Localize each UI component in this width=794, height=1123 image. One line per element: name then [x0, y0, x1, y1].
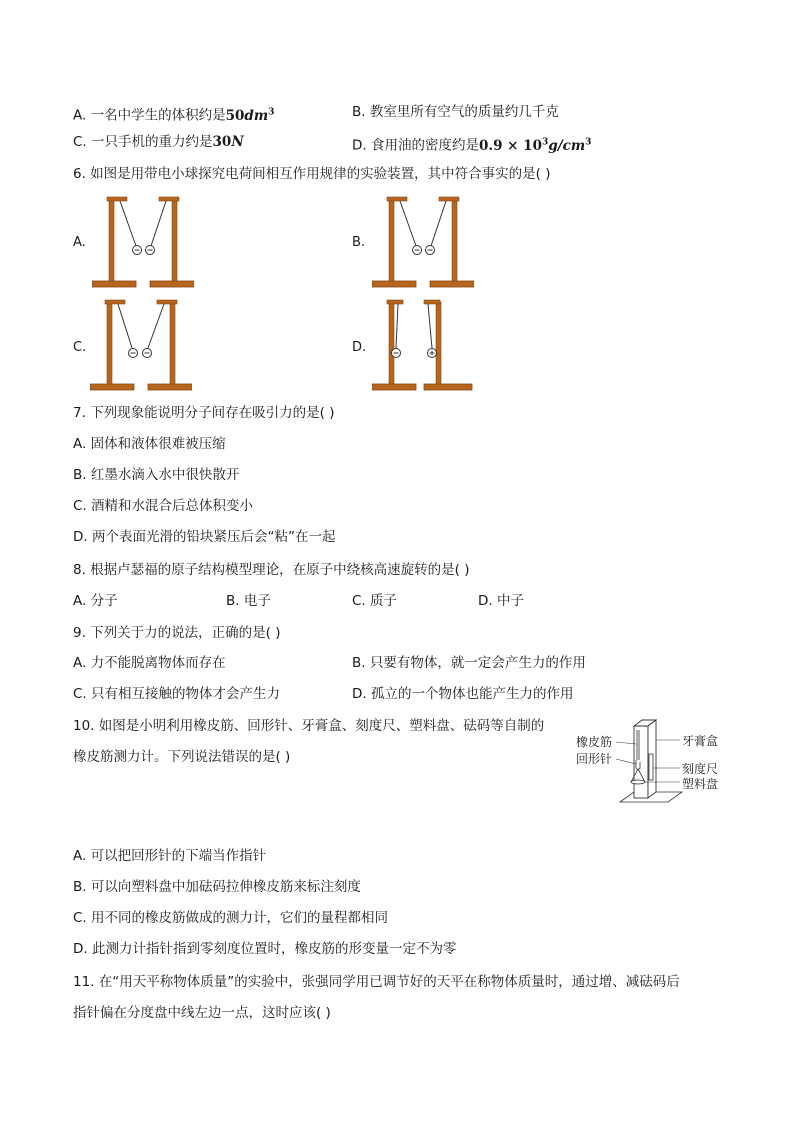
q11-stem-line2: 指针偏在分度盘中线左边一点，这时应该( ): [73, 1005, 331, 1021]
q10-option-a: A. 可以把回形针的下端当作指针: [73, 848, 267, 864]
q5-option-b: B. 教室里所有空气的质量约几千克: [352, 104, 559, 120]
q6-option-d-label: D.: [352, 340, 367, 355]
q10-option-d: D. 此测力计指针指到零刻度位置时，橡皮筋的形变量一定不为零: [73, 941, 457, 957]
q10-stem-line1: 10. 如图是小明利用橡皮筋、回形针、牙膏盒、刻度尺、塑料盘、砝码等自制的: [73, 718, 545, 734]
q7-stem: 7. 下列现象能说明分子间存在吸引力的是( ): [73, 405, 335, 421]
q11-stem-line1: 11. 在“用天平称物体质量”的实验中，张强同学用已调节好的天平在称物体质量时，通过增、减砝码后: [73, 974, 680, 990]
q6-figure-c: [90, 298, 192, 394]
q10-stem-line2: 橡皮筋测力计。下列说法错误的是( ): [73, 749, 291, 765]
q8-stem: 8. 根据卢瑟福的原子结构模型理论，在原子中绕核高速旋转的是( ): [73, 562, 470, 578]
q8-option-c: C. 质子: [352, 593, 398, 609]
q7-option-b: B. 红墨水滴入水中很快散开: [73, 467, 240, 483]
q7-option-c: C. 酒精和水混合后总体积变小: [73, 498, 254, 514]
q5-option-c: [73, 133, 244, 151]
q10-option-c: C. 用不同的橡皮筋做成的测力计，它们的量程都相同: [73, 910, 389, 926]
q8-option-d: D. 中子: [478, 593, 524, 609]
q10-figure: [576, 716, 726, 808]
q5-option-d-value: $0.9 \times 10^3g/cm^3$: [478, 137, 592, 154]
q9-option-c: C. 只有相互接触的物体才会产生力: [73, 686, 281, 702]
q10-label-plastic-tray: 塑料盘: [682, 777, 719, 791]
q8-option-b: B. 电子: [226, 593, 271, 609]
q5-option-a-value: $50dm^3$: [225, 107, 275, 124]
q10-option-b: B. 可以向塑料盘中加砝码拉伸橡皮筋来标注刻度: [73, 879, 361, 895]
q9-option-d: D. 孤立的一个物体也能产生力的作用: [352, 686, 574, 702]
q9-option-b: B. 只要有物体，就一定会产生力的作用: [352, 655, 586, 671]
q10-label-paper-clip: 回形针: [576, 752, 613, 766]
q10-label-ruler: 刻度尺: [682, 762, 719, 776]
q9-option-a: A. 力不能脱离物体而存在: [73, 655, 226, 671]
q10-label-rubber-band: 橡皮筋: [576, 735, 613, 749]
q7-option-a: A. 固体和液体很难被压缩: [73, 436, 226, 452]
q7-option-d: D. 两个表面光滑的铅块紧压后会“粘”在一起: [73, 529, 336, 545]
q5-option-a: [73, 103, 274, 125]
q6-option-a-label: A.: [73, 235, 86, 250]
q5-option-c-text: C. 一只手机的重力约是: [73, 134, 213, 150]
q6-figure-a: [92, 195, 194, 291]
q6-stem: 6. 如图是用带电小球探究电荷间相互作用规律的实验装置，其中符合事实的是( ): [73, 166, 551, 182]
q5-option-d-text: D. 食用油的密度约是: [352, 137, 479, 154]
q5-option-c-value: 30N: [212, 134, 244, 150]
q5-option-a-text: A. 一名中学生的体积约是: [73, 107, 226, 124]
q10-label-toothpaste-box: 牙膏盒: [682, 734, 719, 748]
q8-option-a: A. 分子: [73, 593, 118, 609]
q9-stem: 9. 下列关于力的说法，正确的是( ): [73, 625, 281, 641]
q6-figure-d: [372, 298, 474, 394]
q6-option-b-label: B.: [352, 235, 366, 250]
q6-option-c-label: C.: [73, 340, 87, 355]
q5-option-d: [352, 133, 591, 155]
q6-figure-b: [372, 195, 474, 291]
